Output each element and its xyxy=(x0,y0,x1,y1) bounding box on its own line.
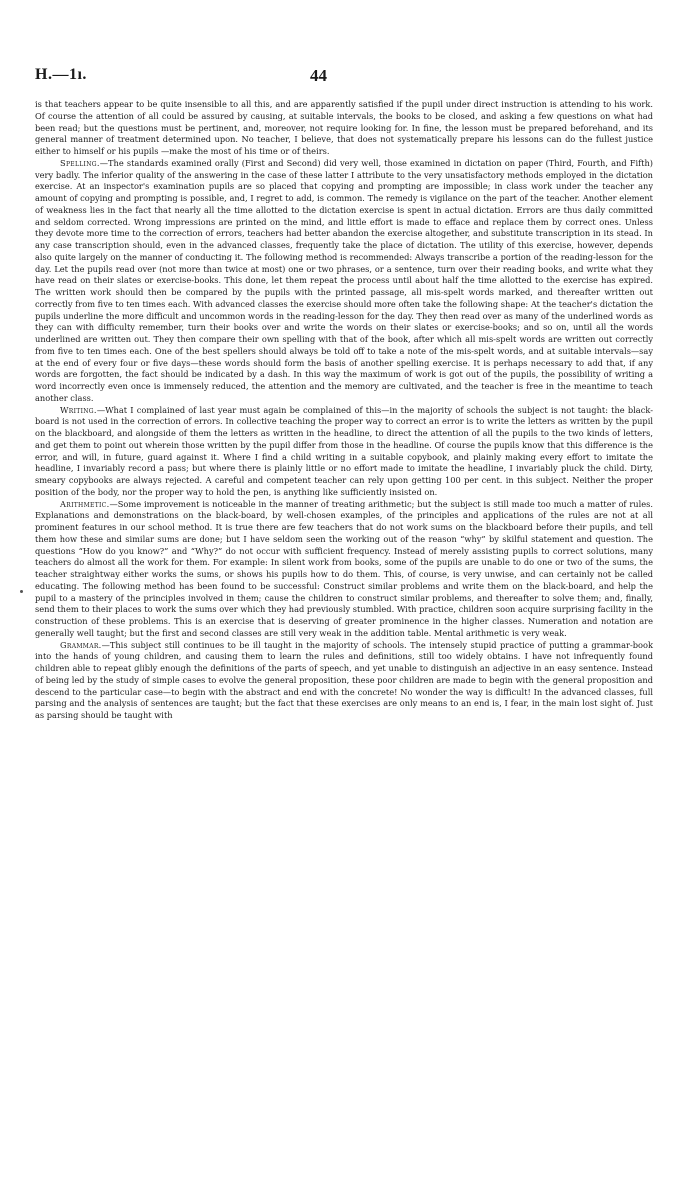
section-text: —What I complained of last year must again be complained of this—in the majority of schools the subject is not taught: the black-board is not used in the correction of errors. In collective teaching the proper way to correct an error is to write the letters as written by the pupil on the blackboard, and alongside of them the letters as written in the headline, to direct the attention of all the pupils to the two kinds of letters, and get them to point out wherein those written by the pupil differ from those in the headline. Of course the pupils know that this difference is the error, and will, in future, guard against it. Where I find a child writing in a suitable copybook, and plainly making every effort to imitate the headline, I invariably record a pass; but where there is plainly little or no effort made to imitate the headline, I invariably pluck the child. Dirty, smeary copybooks are always rejected. A careful and competent teacher can rely upon getting 100 per cent. in this subject. Neither the proper position of the body, nor the proper way to hold the pen, is anything like sufficiently insisted on. xyxy=(35,404,653,497)
page-header xyxy=(35,66,650,88)
section-heading: Writing. xyxy=(60,404,97,415)
section-arithmetic xyxy=(35,499,653,640)
section-text: —The standards examined orally (First and Second) did very well, those examined in dictation on paper (Third, Fourth, and Fifth) very badly. The inferior quality of the answering in the case of these latter I attribute to the very unsatisfactory methods employed in the dictation exercise. At an inspector's examination pupils are so placed that copying and prompting are impossible; in class work under the teacher any amount of copying and prompting is possible, and, I regret to add, is common. The remedy is vigilance on the part of the teacher. Another element of weakness lies in the fact that nearly all the time allotted to the dictation exercise is spent in actual dictation. Errors are thus daily committed and seldom corrected. Wrong impressions are printed on the mind, and little effort is made to efface and replace them by correct ones. Unless they devote more time to the correction of errors, teachers had better abandon the exercise altogether, and substitute transcription in its stead. In any case transcription should, even in the advanced classes, frequently take the place of dictation. The utility of this exercise, however, depends also quite largely on the manner of conducting it. The following method is recommended: Always transcribe a portion of the reading-lesson for the day. Let the pupils read over (not more than twice at most) one or two phrases, or a sentence, turn over their reading books, and write what they have read on their slates or exercise-books. This done, let them repeat the process until about half the time allotted to the exercise has expired. The written work should then be compared by the pupils with the printed passage, all mis-spelt words marked, and thereafter written out correctly from five to ten times each. With advanced classes the exercise should more often take the following shape: At the teacher's dictation the pupils underline the more difficult and uncommon words in the reading-lesson for the day. They then read over as many of the underlined words as they can with difficulty remember, turn their books over and write the words on their slates or exercise-books; and so on, until all the words underlined are written out. They then compare their own spelling with that of the book, after which all mis-spelt words are written out correctly from five to ten times each. One of the best spellers should always be told off to take a note of the mis-spelt words, and at suitable intervals—say at the end of every four or five days—these words should form the basis of another spelling exercise. It is perhaps necessary to add that, if any words are forgotten, the fact should be indicated by a dash. In this way the maximum of work is got out of the pupils, the possibility of writing a word incorrectly even once is immensely reduced, the attention and the memory are cultivated, and the teacher is free in the meantime to teach another class. xyxy=(35,157,653,403)
section-heading: Spelling. xyxy=(60,157,100,168)
section-text: —Some improvement is noticeable in the manner of treating arithmetic; but the subject is still made too much a matter of rules. Explanations and demonstrations on the black-board, by well-chosen examples, of the principles and applications of the rules are not at all prominent features in our school method. It is true there are few teachers that do not work sums on the blackboard before their pupils, and tell them how these and similar sums are done; but I have seldom seen the working out of the reason “why” by skilful statement and question. The questions “How do you know?” and “Why?” do not occur with sufficient frequency. Instead of merely assisting pupils to correct solutions, many teachers do almost all the work for them. For example: In silent work from books, some of the pupils are unable to do one or two of the sums, the teacher straightway either works the sums, or shows his pupils how to do them. This, of course, is very unwise, and can certainly not be called educating. The following method has been found to be successful: Construct similar problems and write them on the black-board, and help the pupil to a mastery of the principles involved in them; cause the children to construct similar problems, and thereafter to solve them; and, finally, send them to their places to work the sums over which they had previously stumbled. With practice, children soon acquire surprising facility in the construction of these problems. This is an exercise that is deserving of greater prominence in the higher classes. Numeration and notation are generally well taught; but the first and second classes are still very weak in the addition table. Mental arithmetic is very weak. xyxy=(35,498,653,638)
section-spelling xyxy=(35,158,653,405)
section-text: —This subject still continues to be ill taught in the majority of schools. The intensely stupid practice of putting a grammar-book into the hands of young children, and causing them to learn the rules and definitions, still too widely obtains. I have not infrequently found children able to repeat glibly enough the definitions of the parts of speech, and yet unable to distinguish an adjective in an easy sentence. Instead of being led by the study of simple cases to evolve the general proposition, these poor children are made to begin with the general proposition and descend to the particular case—to begin with the abstract and end with the concrete! No wonder the way is difficult! In the advanced classes, full parsing and the analysis of sentences are taught; but the fact that these exercises are only means to an end is, I fear, in the main lost sight of. Just as parsing should be taught with xyxy=(35,639,653,720)
section-heading: Arithmetic. xyxy=(60,498,110,509)
section-grammar xyxy=(35,640,653,722)
margin-mark xyxy=(20,590,23,593)
series-label: H.—1ı. xyxy=(35,66,87,83)
intro-paragraph: is that teachers appear to be quite insensible to all this, and are apparently satisfied if the pupil under direct instruction is attending to his work. Of course the attention of all could be assured by causing, at suitable intervals, the books to be closed, and asking a few questions on what had been read; but the questions must be pertinent, and, moreover, not require looking for. In fine, the lesson must be prepared beforehand, and its general manner of treatment determined upon. No teacher, I believe, that does not systematically prepare his lessons can do the fullest justice either to himself or his pupils —make the most of his time or of theirs. xyxy=(35,99,653,156)
page-number: 44 xyxy=(310,66,327,85)
section-heading: Grammar. xyxy=(60,639,102,650)
document-body xyxy=(35,99,653,722)
section-writing xyxy=(35,405,653,499)
